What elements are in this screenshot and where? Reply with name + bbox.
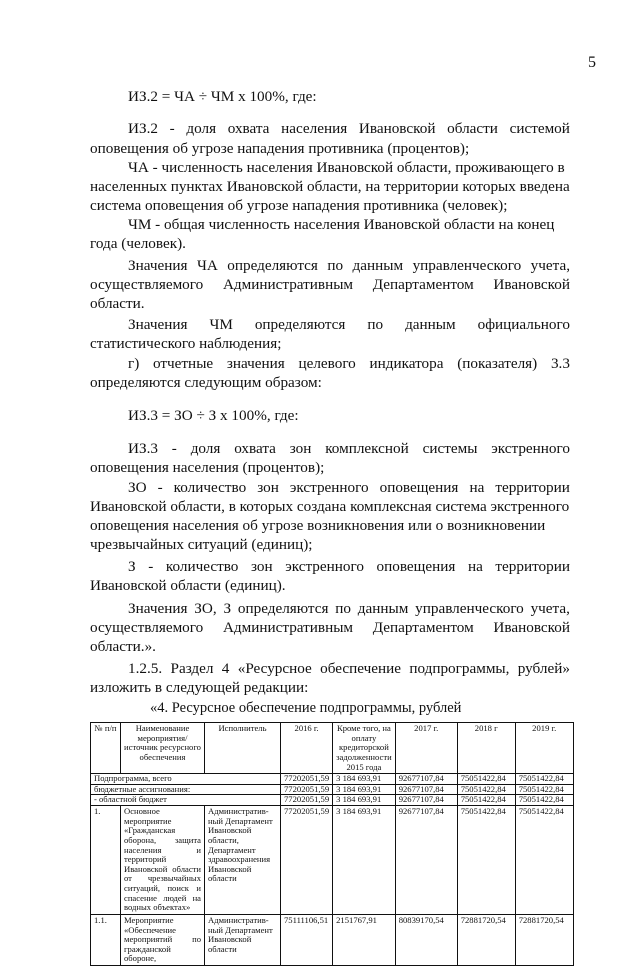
cell-2016: 77202051,59 <box>281 774 333 785</box>
word: населения <box>281 120 348 137</box>
row-label: Подпрограмма, всего <box>91 774 281 785</box>
word: - <box>157 479 163 496</box>
table-row <box>91 914 574 965</box>
cell-num: 1.1. <box>91 914 121 965</box>
table-row <box>91 784 574 795</box>
word: Раздел <box>170 660 214 677</box>
cell-2019: 75051422,84 <box>515 774 573 785</box>
cell-extra: 3 184 693,91 <box>333 774 396 785</box>
word: управленческого <box>415 600 524 617</box>
word: ИЗ.3 <box>128 440 158 457</box>
word: экстренного <box>289 479 369 496</box>
word: 1.2.5. <box>128 660 163 677</box>
word: охвата <box>234 440 276 457</box>
word: экстренного <box>491 440 570 457</box>
word: экстренного <box>285 558 364 575</box>
word: - <box>171 440 177 457</box>
word: ЗО <box>128 479 147 496</box>
header-name: Наименование мероприятия/источник ресурсного обеспечения <box>121 723 205 774</box>
word: ИЗ.2 <box>128 120 158 137</box>
word: (показателя) <box>457 355 538 372</box>
cell-2019: 75051422,84 <box>515 806 573 915</box>
word: обеспечение <box>320 660 401 677</box>
cell-2017: 92677107,84 <box>395 784 457 795</box>
cell-executor: Административ-ный Департамент Ивановской области, Департамент здравоохранения Ивановской области <box>205 806 281 915</box>
p10-line2 <box>90 619 570 637</box>
cell-name: Мероприятие «Обеспечение мероприятий по гражданской обороне, <box>121 914 205 965</box>
table-row <box>91 774 574 785</box>
p5-line2: статистического наблюдения; <box>90 335 282 352</box>
word: данным <box>405 316 456 333</box>
p6-line1 <box>128 355 570 373</box>
word: целевого <box>298 355 356 372</box>
cell-2016: 75111106,51 <box>281 914 333 965</box>
word: Департаментом <box>372 619 474 636</box>
word: Значения <box>128 316 188 333</box>
word: Ивановской <box>493 276 570 293</box>
word: по <box>327 257 344 274</box>
p3-line2: года (человек). <box>90 235 186 252</box>
p4-line3: области. <box>90 295 145 312</box>
formula-iz2: ИЗ.2 = ЧА ÷ ЧМ х 100%, где: <box>128 88 317 105</box>
word: оповещения <box>379 479 459 496</box>
p8-line3: оповещения населения об угрозе возникновения или о возникновении <box>90 517 546 534</box>
resource-table <box>90 722 574 966</box>
word: «Ресурсное <box>237 660 312 677</box>
word: осуществляемого <box>90 276 204 293</box>
cell-2017: 92677107,84 <box>395 795 457 806</box>
cell-extra: 3 184 693,91 <box>333 784 396 795</box>
word: количество <box>165 558 239 575</box>
word: официального <box>477 316 570 333</box>
word: по <box>367 316 384 333</box>
cell-2019: 75051422,84 <box>515 784 573 795</box>
word: системой <box>509 120 570 137</box>
cell-2018: 75051422,84 <box>457 806 515 915</box>
word: - <box>169 120 175 137</box>
cell-2018: 75051422,84 <box>457 774 515 785</box>
header-num: № п/п <box>91 723 121 774</box>
cell-2019: 75051422,84 <box>515 795 573 806</box>
cell-2017: 92677107,84 <box>395 806 457 915</box>
word: - <box>148 558 154 575</box>
cell-extra: 3 184 693,91 <box>333 806 396 915</box>
header-extra: Кроме того, на оплату кредиторской задолженности 2015 года <box>333 723 396 774</box>
row-label: бюджетные ассигнования: <box>91 784 281 795</box>
header-2016: 2016 г. <box>281 723 333 774</box>
cell-2017: 80839170,54 <box>395 914 457 965</box>
word: на <box>467 558 483 575</box>
p7-line2: оповещения населения (процентов); <box>90 459 325 476</box>
header-2018: 2018 г <box>457 723 515 774</box>
word: Значения <box>128 600 188 617</box>
word: ЧА <box>196 257 218 274</box>
row-label: - областной бюджет <box>91 795 281 806</box>
word: данным <box>357 600 409 617</box>
word: комплексной <box>325 440 409 457</box>
word: области <box>447 120 498 137</box>
p8-line1 <box>128 479 570 497</box>
word: 4 <box>221 660 230 677</box>
cell-2018: 75051422,84 <box>457 795 515 806</box>
word: З <box>223 600 232 617</box>
word: учета, <box>530 600 570 617</box>
word: количество <box>173 479 247 496</box>
cell-2018: 72881720,54 <box>457 914 515 965</box>
header-2019: 2019 г. <box>515 723 573 774</box>
word: З <box>128 558 136 575</box>
word: Значения <box>128 257 188 274</box>
word: ЗО, <box>194 600 217 617</box>
p1-line1 <box>128 120 570 138</box>
cell-2017: 92677107,84 <box>395 774 457 785</box>
word: системы <box>422 440 478 457</box>
word: доля <box>186 120 217 137</box>
word: 3.3 <box>550 355 570 372</box>
section-title: «4. Ресурсное обеспечение подпрограммы, рублей <box>150 700 462 716</box>
cell-num: 1. <box>91 806 121 915</box>
word: на <box>469 479 485 496</box>
p1-line2: оповещения об угрозе нападения противника (процентов); <box>90 140 470 157</box>
word: определяются <box>254 316 346 333</box>
word: г) <box>128 355 140 372</box>
word: управленческого <box>412 257 522 274</box>
word: по <box>335 600 351 617</box>
word: определяются <box>227 257 318 274</box>
p2-line2: населенных пунктах Ивановской области, на территории которых введена <box>90 178 570 195</box>
table-row <box>91 806 574 915</box>
word: данным <box>352 257 404 274</box>
word: доля <box>190 440 221 457</box>
word: значения <box>226 355 285 372</box>
p3-line1: ЧМ - общая численность населения Ивановской области на конец <box>128 216 555 233</box>
word: охвата <box>227 120 270 137</box>
word: Ивановской <box>358 120 436 137</box>
p7-line1 <box>128 440 570 458</box>
word: подпрограммы, <box>409 660 510 677</box>
word: Административным <box>222 276 354 293</box>
cell-extra: 3 184 693,91 <box>333 795 396 806</box>
cell-extra: 2151767,91 <box>333 914 396 965</box>
formula-iz3: ИЗ.3 = ЗО ÷ З х 100%, где: <box>128 407 299 424</box>
table-header-row <box>91 723 574 774</box>
p6-line2: определяются следующим образом: <box>90 374 322 391</box>
p5-line1 <box>128 316 570 334</box>
p9-line1 <box>128 558 570 576</box>
word: определяются <box>237 600 329 617</box>
word: зон <box>257 479 279 496</box>
cell-2016: 77202051,59 <box>281 806 333 915</box>
header-executor: Исполнитель <box>205 723 281 774</box>
cell-2019: 72881720,54 <box>515 914 573 965</box>
word: территории <box>495 479 570 496</box>
p4-line1 <box>128 257 570 275</box>
word: рублей» <box>517 660 570 677</box>
word: Административным <box>222 619 354 636</box>
word: оповещения <box>376 558 456 575</box>
p9-line2: Ивановской области (единиц). <box>90 577 286 594</box>
p11-line2: изложить в следующей редакции: <box>90 679 309 696</box>
word: индикатора <box>369 355 444 372</box>
p8-line2: Ивановской области, в которых создана комплексная система экстренного <box>90 498 570 515</box>
word: ЧМ <box>209 316 233 333</box>
word: отчетные <box>153 355 214 372</box>
word: зон <box>289 440 312 457</box>
table-row <box>91 795 574 806</box>
p8-line4: чрезвычайных ситуаций (единиц); <box>90 536 313 553</box>
p10-line1 <box>128 600 570 618</box>
p11-line1 <box>128 660 570 678</box>
cell-executor: Административ-ный Департамент Ивановской области <box>205 914 281 965</box>
p10-line3: области.». <box>90 638 156 655</box>
cell-name: Основное мероприятие «Гражданская оборона, защита населения и территорий Ивановской области от чрезвычайных ситуаций, поиск и спасение людей на водных объектах» <box>121 806 205 915</box>
word: Департаментом <box>372 276 474 293</box>
cell-2016: 77202051,59 <box>281 784 333 795</box>
word: зон <box>250 558 273 575</box>
page-number: 5 <box>588 54 596 71</box>
p2-line1: ЧА - численность населения Ивановской области, проживающего в <box>128 159 565 176</box>
cell-2018: 75051422,84 <box>457 784 515 795</box>
p4-line2 <box>90 276 570 294</box>
p2-line3: система оповещения об угрозе нападения противника (человек); <box>90 197 508 214</box>
word: территории <box>495 558 570 575</box>
word: Ивановской <box>493 619 570 636</box>
header-2017: 2017 г. <box>395 723 457 774</box>
word: учета, <box>530 257 570 274</box>
cell-2016: 77202051,59 <box>281 795 333 806</box>
word: осуществляемого <box>90 619 204 636</box>
